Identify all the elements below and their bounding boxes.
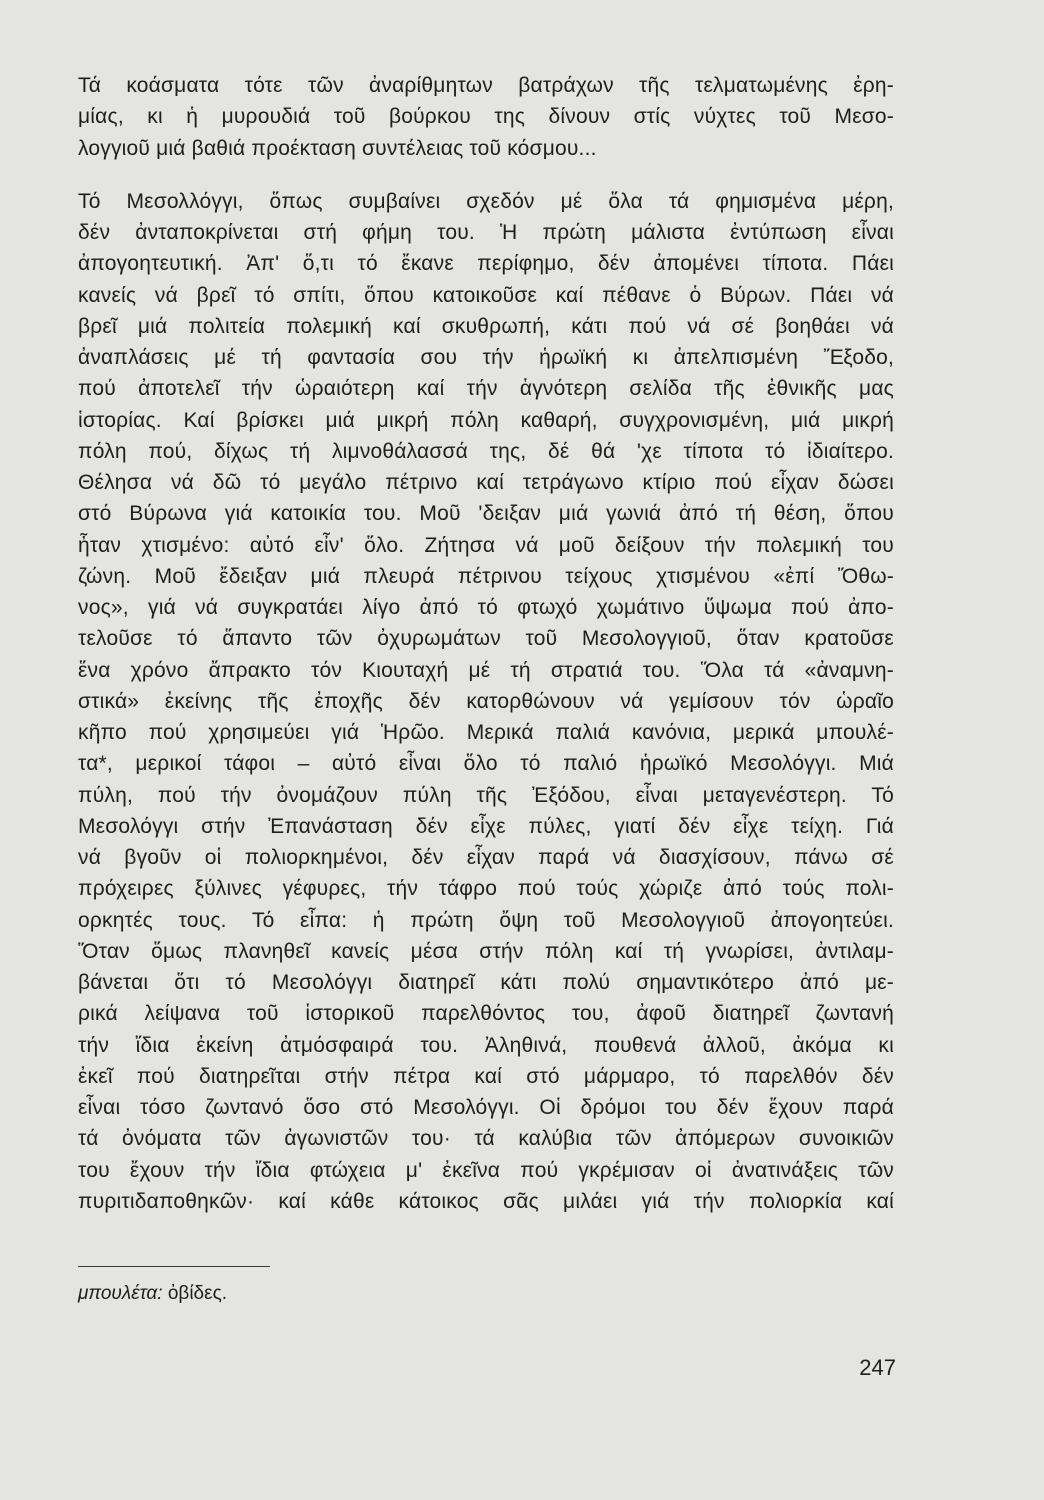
text-line: Μεσολόγγι στήν Ἐπανάσταση δέν εἶχε πύλες, γιατί δέν εἶχε τείχη. Γιά	[78, 814, 894, 838]
text-line: ἕνα χρόνο ἄπρακτο τόν Κιουταχή μέ τή στρατιά του. Ὅλα τά «ἀναμνη-	[78, 658, 894, 682]
text-line: Ὅταν ὅμως πλανηθεῖ κανείς μέσα στήν πόλη καί τή γνωρίσει, ἀντιλαμ-	[78, 939, 894, 963]
text-line: μίας, κι ἡ μυρουδιά τοῦ βούρκου της δίνουν στίς νύχτες τοῦ Μεσο-	[78, 105, 894, 129]
text-line: Τά κοάσματα τότε τῶν ἀναρίθμητων βατράχων τῆς τελματωμένης ἐρη-	[78, 74, 894, 97]
text-line: βρεῖ μιά πολιτεία πολεμική καί σκυθρωπή, κάτι πού νά σέ βοηθάει νά	[78, 314, 894, 338]
footnote	[78, 1281, 227, 1307]
text-line: δέν ἀνταποκρίνεται στή φήμη του. Ἡ πρώτη μάλιστα ἐντύπωση εἶναι	[78, 221, 894, 244]
paragraph-spacer	[78, 164, 894, 186]
text-line: ἀναπλάσεις μέ τή φαντασία σου τήν ἡρωϊκή κι ἀπελπισμένη Ἔξοδο,	[78, 346, 894, 369]
paragraph-2	[78, 186, 894, 1249]
text-line: βάνεται ὅτι τό Μεσολόγγι διατηρεῖ κάτι πολύ σημαντικότερο ἀπό με-	[78, 971, 894, 994]
text-line: εἶναι τόσο ζωντανό ὅσο στό Μεσολόγγι. Οἱ δρόμοι του δέν ἔχουν παρά	[78, 1096, 894, 1119]
footnote-definition: ὀβίδες.	[162, 1283, 228, 1304]
text-line: στό Βύρωνα γιά κατοικία του. Μοῦ 'δειξαν μιά γωνιά ἀπό τή θέση, ὅπου	[78, 502, 894, 526]
text-line: πού ἀποτελεῖ τήν ὡραιότερη καί τήν ἁγνότερη σελίδα τῆς ἐθνικῆς μας	[78, 377, 894, 401]
text-line: Θέλησα νά δῶ τό μεγάλο πέτρινο καί τετράγωνο κτίριο πού εἶχαν δώσει	[78, 471, 894, 494]
text-line: πρόχειρες ξύλινες γέφυρες, τήν τάφρο πού τούς χώριζε ἀπό τούς πολι-	[78, 877, 894, 901]
footnote-divider	[78, 1266, 270, 1267]
text-line: τα*, μερικοί τάφοι – αὐτό εἶναι ὅλο τό παλιό ἡρωϊκό Μεσολόγγι. Μιά	[78, 752, 894, 776]
text-line: τήν ἴδια ἐκείνη ἀτμόσφαιρά του. Ἀληθινά, πουθενά ἀλλοῦ, ἀκόμα κι	[78, 1033, 894, 1057]
page-number: 247	[859, 1355, 896, 1380]
text-line: πυριτιδαποθηκῶν· καί κάθε κάτοικος σᾶς μιλάει γιά τήν πολιορκία καί	[78, 1189, 894, 1213]
text-line: κανείς νά βρεῖ τό σπίτι, ὅπου κατοικοῦσε καί πέθανε ὁ Βύρων. Πάει νά	[78, 283, 894, 307]
text-line: στικά» ἐκείνης τῆς ἐποχῆς δέν κατορθώνουν νά γεμίσουν τόν ὡραῖο	[78, 689, 894, 713]
text-line: τά ὀνόματα τῶν ἀγωνιστῶν του· τά καλύβια τῶν ἀπόμερων συνοικιῶν	[78, 1127, 894, 1151]
text-line: λογγιοῦ μιά βαθιά προέκταση συντέλειας τοῦ κόσμου...	[78, 136, 597, 160]
text-line: πύλη, πού τήν ὀνομάζουν πύλη τῆς Ἐξόδου, εἶναι μεταγενέστερη. Τό	[78, 783, 894, 807]
text-line: νά βγοῦν οἱ πολιορκημένοι, δέν εἶχαν παρά νά διασχίσουν, πάνω σέ	[78, 846, 894, 869]
text-line: νος», γιά νά συγκρατάει λίγο ἀπό τό φτωχό χωμάτινο ὕψωμα πού ἀπο-	[78, 596, 894, 619]
text-line: κῆπο πού χρησιμεύει γιά Ἡρῶο. Μερικά παλιά κανόνια, μερικά μπουλέ-	[78, 721, 894, 744]
text-line: Τό Μεσολλόγγι, ὅπως συμβαίνει σχεδόν μέ ὅλα τά φημισμένα μέρη,	[78, 189, 894, 213]
text-line: ἦταν χτισμένο: αὐτό εἶν' ὅλο. Ζήτησα νά μοῦ δείξουν τήν πολεμική του	[78, 533, 894, 557]
body-text	[78, 70, 894, 1248]
text-line: ζώνη. Μοῦ ἔδειξαν μιά πλευρά πέτρινου τείχους χτισμένου «ἐπί Ὄθω-	[78, 564, 894, 588]
text-line: ἀπογοητευτική. Ἀπ' ὅ,τι τό ἔκανε περίφημο, δέν ἀπομένει τίποτα. Πάει	[78, 252, 894, 276]
paragraph-1	[78, 70, 894, 164]
text-line: του ἔχουν τήν ἴδια φτώχεια μ' ἐκεῖνα πού γκρέμισαν οἱ ἀνατινάξεις τῶν	[78, 1158, 894, 1182]
text-line: ορκητές τους. Τό εἶπα: ἡ πρώτη ὄψη τοῦ Μεσολογγιοῦ ἀπογοητεύει.	[78, 908, 894, 932]
footnote-term: μπουλέτα:	[78, 1283, 163, 1304]
text-line: πόλη πού, δίχως τή λιμνοθάλασσά της, δέ θά 'χε τίποτα τό ἰδιαίτερο.	[78, 439, 894, 463]
text-line: τελοῦσε τό ἅπαντο τῶν ὀχυρωμάτων τοῦ Μεσολογγιοῦ, ὅταν κρατοῦσε	[78, 627, 894, 651]
text-line: ἱστορίας. Καί βρίσκει μιά μικρή πόλη καθαρή, συγχρονισμένη, μιά μικρή	[78, 408, 894, 432]
text-line: ἐκεῖ πού διατηρεῖται στήν πέτρα καί στό μάρμαρο, τό παρελθόν δέν	[78, 1064, 894, 1088]
text-line	[78, 1217, 894, 1248]
text-line: ρικά λείψανα τοῦ ἱστορικοῦ παρελθόντος του, ἀφοῦ διατηρεῖ ζωντανή	[78, 1002, 894, 1026]
